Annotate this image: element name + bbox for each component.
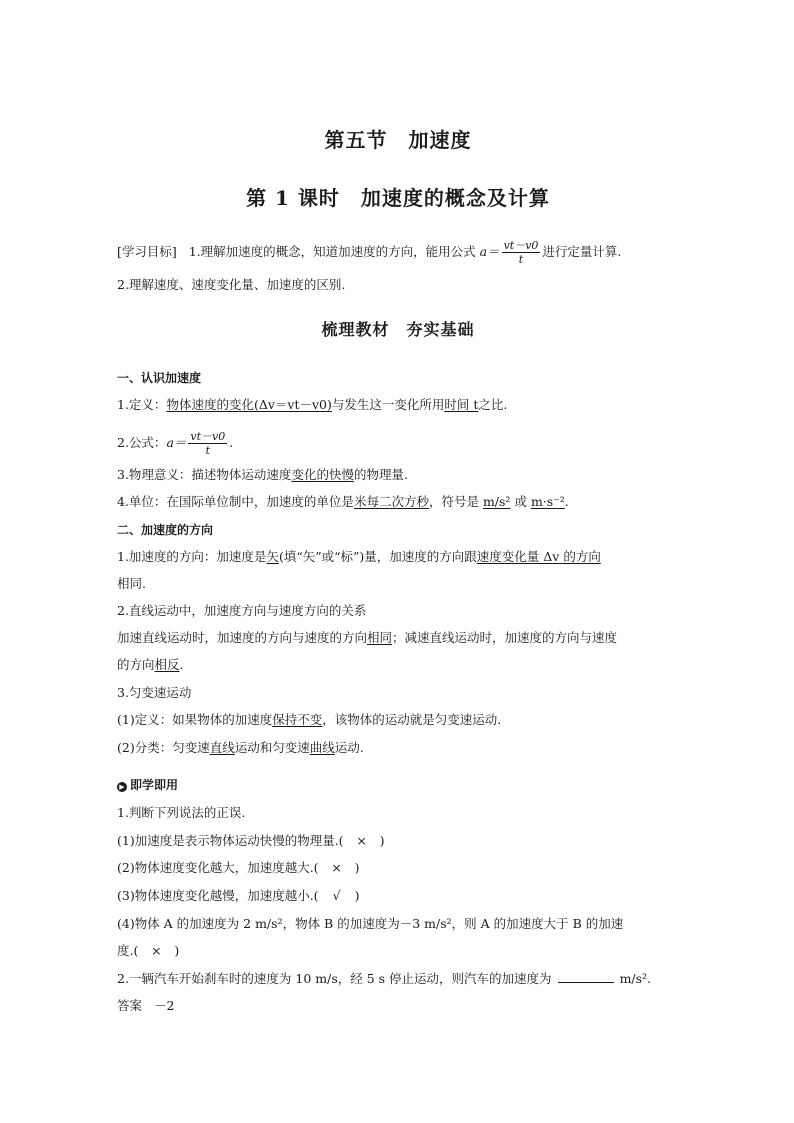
q2-pre: 2.一辆汽车开始刹车时的速度为 10 m/s，经 5 s 停止运动，则汽车的加速度为 xyxy=(117,971,552,986)
unit-mid: ，符号是 xyxy=(428,494,479,509)
def-underline-1: 物体速度的变化(Δv＝vt－v0) xyxy=(166,397,332,412)
uniform-def-pre: (1)定义：如果物体的加速度 xyxy=(117,712,273,727)
linear-motion-line-a xyxy=(117,629,679,647)
formula-post: . xyxy=(229,435,234,450)
goals-item1-post: 进行定量计算. xyxy=(542,244,622,259)
line-b-pre: 的方向 xyxy=(117,657,155,672)
part2-heading: 二、加速度的方向 xyxy=(117,523,214,537)
answer-line xyxy=(117,997,679,1015)
goals-label: [学习目标] xyxy=(117,244,177,259)
linear-motion-line-b xyxy=(117,656,679,674)
q1-title: 1.判断下列说法的正误. xyxy=(117,805,246,820)
line-a-mid: ；减速直线运动时，加速度的方向与速度 xyxy=(392,630,618,645)
unit-or: 或 xyxy=(514,494,527,509)
q2-line xyxy=(117,970,679,988)
uniform-cls-underline-2: 曲线 xyxy=(309,740,335,755)
dir-underline-2: 速度变化量 Δv 的方向 xyxy=(476,549,601,564)
formula-lhs: a＝ xyxy=(166,435,187,450)
q1-item-mark: × xyxy=(331,860,342,875)
q1-item-4-line2 xyxy=(117,942,679,960)
line-a-underline: 相同 xyxy=(367,630,393,645)
goals-formula-numerator: vt－v0 xyxy=(503,239,539,252)
uniform-cls-mid: 运动和匀变速 xyxy=(234,740,310,755)
unit-underline-3: m·s⁻² xyxy=(530,494,565,509)
uniform-cls-post: 运动. xyxy=(334,740,364,755)
q1-item-text: (3)物体速度变化越慢，加速度越小.( xyxy=(117,888,319,903)
play-bullet-icon: ▶ xyxy=(117,782,127,792)
line-b-post: . xyxy=(179,657,184,672)
def-mid: 与发生这一变化所用 xyxy=(331,397,445,412)
line-b-underline: 相反 xyxy=(154,657,180,672)
uniform-cls-underline-1: 直线 xyxy=(209,740,235,755)
formula-fraction xyxy=(188,430,227,457)
def-pre: 1.定义： xyxy=(117,397,167,412)
q1-item-text: (1)加速度是表示物体运动快慢的物理量.( xyxy=(117,833,344,848)
unit-underline-1: 米每二次方秒 xyxy=(353,494,429,509)
uniform-def-post: ，该物体的运动就是匀变速运动. xyxy=(322,712,502,727)
def-post: 之比. xyxy=(478,397,508,412)
goals-formula-lhs: a＝ xyxy=(479,244,500,259)
q1-item4-pre: 度.( xyxy=(117,943,139,958)
uniform-title: 3.匀变速运动 xyxy=(117,685,192,700)
meaning-underline: 变化的快慢 xyxy=(291,467,354,482)
learning-goals-line1 xyxy=(117,239,679,266)
meaning-post: 的物理量. xyxy=(353,467,408,482)
uniform-definition xyxy=(117,711,679,729)
q1-item-close: ) xyxy=(379,833,385,848)
definition-line xyxy=(117,396,679,414)
formula-denominator: t xyxy=(205,444,211,457)
meaning-pre: 3.物理意义：描述物体运动速度 xyxy=(117,467,292,482)
unit-underline-2: m/s² xyxy=(482,494,511,509)
section-title: 第五节 加速度 xyxy=(324,128,472,152)
dir-mid: (填“矢”或“标”)量，加速度的方向跟 xyxy=(278,549,477,564)
uniform-def-underline: 保持不变 xyxy=(272,712,323,727)
uniform-cls-pre: (2)分类：匀变速 xyxy=(117,740,210,755)
dir-underline-1: 矢 xyxy=(266,549,279,564)
unit-post: . xyxy=(564,494,569,509)
lesson-title: 第 1 课时 加速度的概念及计算 xyxy=(246,186,550,210)
q1-item-2 xyxy=(117,859,679,877)
formula-pre: 2.公式： xyxy=(117,435,167,450)
linear-motion-title: 2.直线运动中，加速度方向与速度方向的关系 xyxy=(117,603,367,618)
q2-post: m/s². xyxy=(619,971,652,986)
q1-item-text: (2)物体速度变化越大，加速度越大.( xyxy=(117,860,319,875)
answer-value: －2 xyxy=(153,998,175,1013)
q1-item-1 xyxy=(117,832,679,850)
uniform-classification xyxy=(117,739,679,757)
answer-blank xyxy=(558,970,614,983)
q1-item-close: ) xyxy=(354,860,360,875)
direction-line xyxy=(117,548,679,566)
review-header: 梳理教材 夯实基础 xyxy=(321,320,475,339)
part1-heading: 一、认识加速度 xyxy=(117,371,202,385)
answer-label: 答案 xyxy=(117,998,143,1013)
q1-item-mark: × xyxy=(356,833,367,848)
q1-item-mark: √ xyxy=(332,888,341,903)
goals-formula-fraction xyxy=(502,239,541,266)
q1-item4-mark: × xyxy=(151,943,162,958)
q1-item4-close: ) xyxy=(174,943,180,958)
practice-heading-row xyxy=(117,776,679,794)
goals-formula-denominator: t xyxy=(518,253,524,266)
goals-item2: 2.理解速度、速度变化量、加速度的区别. xyxy=(117,277,346,292)
def-underline-2: 时间 t xyxy=(444,397,479,412)
formula-numerator: vt－v0 xyxy=(190,430,226,443)
q1-item-4-line1: (4)物体 A 的加速度为 2 m/s²，物体 B 的加速度为－3 m/s²，则 A 的加速度大于 B 的加速 xyxy=(117,916,624,931)
line-a-pre: 加速直线运动时，加速度的方向与速度的方向 xyxy=(117,630,368,645)
dir-pre: 1.加速度的方向：加速度是 xyxy=(117,549,267,564)
unit-pre: 4.单位：在国际单位制中，加速度的单位是 xyxy=(117,494,354,509)
unit-line xyxy=(117,493,679,511)
q1-item-close: ) xyxy=(354,888,360,903)
goals-item1-pre: 1.理解加速度的概念，知道加速度的方向，能用公式 xyxy=(188,244,476,259)
q1-item-3 xyxy=(117,887,679,905)
direction-cont: 相同. xyxy=(117,576,146,591)
practice-heading: 即学即用 xyxy=(130,778,179,792)
formula-line xyxy=(117,430,679,457)
meaning-line xyxy=(117,466,679,484)
